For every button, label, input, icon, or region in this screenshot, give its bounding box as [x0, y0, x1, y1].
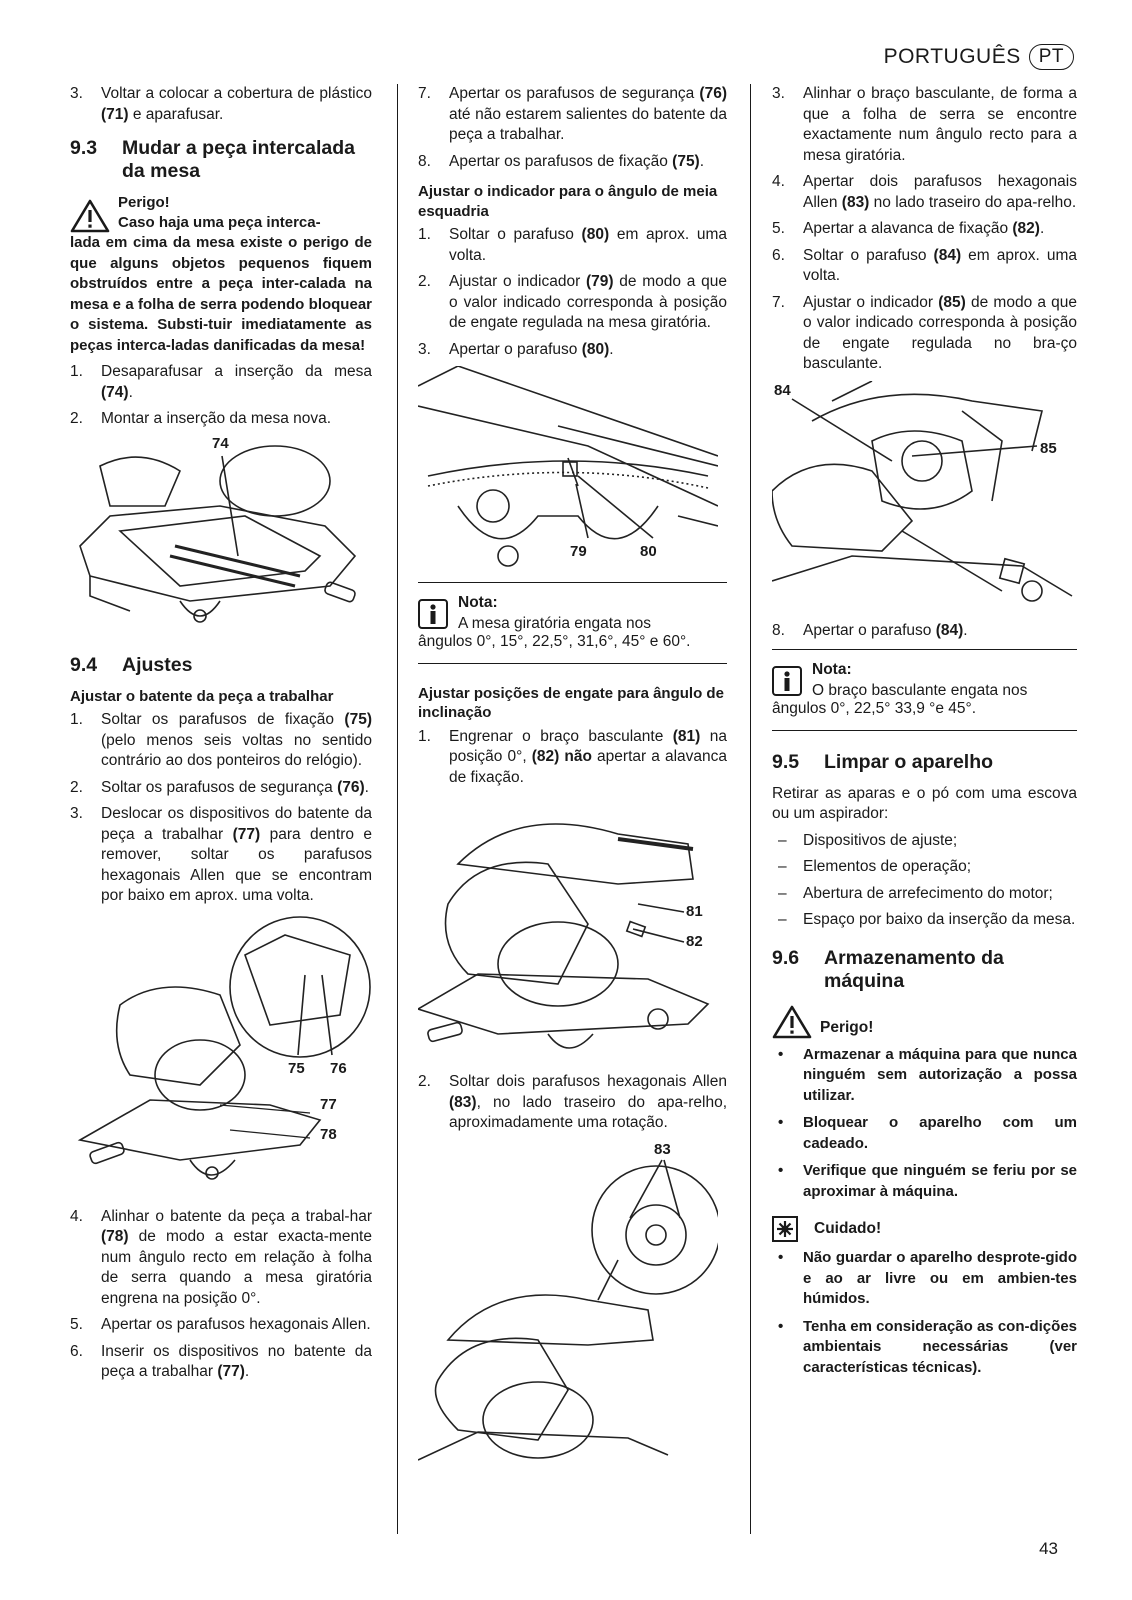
- storage-danger-list: [772, 1045, 1077, 1203]
- info-icon: [418, 599, 448, 629]
- bevel-indicator-illustration: [772, 381, 1077, 611]
- note-text: ângulos 0°, 15°, 22,5°, 31,6°, 45° e 60°.: [418, 633, 691, 650]
- col2-steps-d: [418, 1072, 727, 1134]
- miter-indicator-illustration: [418, 366, 718, 572]
- callout-81: 81: [686, 903, 703, 920]
- callout-83: 83: [654, 1140, 671, 1158]
- list-item: • Armazenar a máquina para que nunca ninguém sem autorização a possa utilizar.: [778, 1045, 1077, 1104]
- note-bevel-arm: [772, 649, 1077, 731]
- danger-title-storage: Perigo!: [772, 1005, 1077, 1039]
- list-item: • Tenha em consideração as con-dições ambientais necessárias (ver características técnicas).: [778, 1317, 1077, 1376]
- list-item: 2. Soltar dois parafusos hexagonais Allen (83), no lado traseiro do apa-relho, aproximadamente uma rotação.: [418, 1073, 727, 1131]
- note-text: ângulos 0°, 22,5° 33,9 °e 45°.: [772, 700, 977, 717]
- column-3: [772, 84, 1077, 1385]
- figure-bevel-positions: [418, 794, 727, 1062]
- callout-80: 80: [640, 543, 657, 560]
- miter-saw-rear-screws-illustration: [418, 1140, 718, 1470]
- column-1: [70, 84, 372, 1389]
- list-item: 2. Ajustar o indicador (79) de modo a que o valor indicado corresponda à posição de engate regulada na mesa giratória.: [418, 273, 727, 331]
- callout-74: 74: [212, 434, 229, 452]
- col2-steps-b: [418, 225, 727, 360]
- list-item: 3. Voltar a colocar a cobertura de plástico (71) e aparafusar.: [70, 85, 372, 123]
- figure-allen-screws: [418, 1140, 727, 1470]
- danger-warning: [70, 193, 372, 356]
- section-9-5-intro: Retirar as aparas e o pó com uma escova ou um aspirador:: [772, 784, 1077, 822]
- list-item: 1. Engrenar o braço basculante (81) na posição 0°, (82) não apertar a alavanca de fixação.: [418, 727, 727, 786]
- column-divider-2: [750, 84, 751, 1534]
- figure-workpiece-stop: [70, 915, 372, 1197]
- list-item: 1. Desaparafusar a inserção da mesa (74).: [70, 363, 372, 401]
- list-item: • Não guardar o aparelho desprote-gido e ao ar livre ou em ambien-tes húmidos.: [778, 1249, 1077, 1307]
- list-item: 3. Apertar o parafuso (80).: [418, 340, 614, 358]
- callout-82: 82: [686, 933, 703, 950]
- subheading-batente: Ajustar o batente da peça a trabalhar: [70, 687, 334, 705]
- section-9-3-steps: [70, 362, 372, 430]
- section-heading-9-4: 9.4 Ajustes: [70, 653, 193, 676]
- list-item: 5. Apertar os parafusos hexagonais Allen.: [70, 1316, 371, 1333]
- list-item: 7. Ajustar o indicador (85) de modo a que o valor indicado corresponda à posição de engate regulada no bra-ço basculante.: [772, 293, 1077, 372]
- language-label: PORTUGUÊS: [883, 44, 1021, 68]
- callout-75: 75: [288, 1059, 305, 1077]
- cleaning-list: [772, 831, 1077, 931]
- callout-78: 78: [320, 1125, 337, 1143]
- list-item: 8. Apertar o parafuso (84).: [772, 621, 968, 639]
- callout-79: 79: [570, 543, 587, 560]
- section-heading-9-5: 9.5 Limpar o aparelho: [772, 750, 994, 773]
- subheading-indicador: Ajustar o indicador para o ângulo de meia esquadria: [418, 183, 718, 220]
- list-item: 2. Montar a inserção da mesa nova.: [70, 410, 332, 427]
- caution-list: [772, 1248, 1077, 1378]
- caution-icon: [772, 1216, 798, 1242]
- miter-saw-bevel-illustration: [418, 794, 718, 1062]
- list-item: – Dispositivos de ajuste;: [778, 831, 958, 849]
- list-item: 6. Soltar o parafuso (84) em aprox. uma volta.: [772, 246, 1077, 284]
- section-9-4-steps: [70, 710, 372, 907]
- warning-triangle-icon: [70, 199, 110, 233]
- figure-table-insert: [70, 436, 372, 636]
- col2-steps-a: [418, 84, 727, 172]
- intro-steps: [70, 84, 372, 125]
- col3-steps-b: [772, 621, 1077, 642]
- list-item: 2. Soltar os parafusos de segurança (76).: [70, 778, 369, 796]
- section-heading-9-3: 9.3 Mudar a peça intercalada da mesa: [70, 137, 356, 182]
- language-header: [884, 44, 1074, 70]
- section-9-4-steps-b: [70, 1207, 372, 1383]
- list-item: • Verifique que ninguém se feriu por se aproximar à máquina.: [778, 1162, 1077, 1200]
- callout-77: 77: [320, 1095, 337, 1113]
- language-code-badge: PT: [1029, 44, 1074, 70]
- figure-miter-indicator: [418, 366, 727, 572]
- warning-triangle-icon: [772, 1005, 812, 1039]
- callout-84: 84: [774, 381, 791, 399]
- list-item: 3. Deslocar os dispositivos do batente da peça a trabalhar (77) para dentro e remover, soltar os parafusos hexagonais Allen que se encontram por baixo em aprox. uma volta.: [70, 805, 373, 904]
- note-lead: A mesa giratória engata nos: [458, 614, 652, 632]
- page-number: 43: [1039, 1538, 1058, 1558]
- column-divider-1: [397, 84, 398, 1534]
- subheading-engate: Ajustar posições de engate para ângulo de inclinação: [418, 684, 724, 721]
- list-item: 7. Apertar os parafusos de segurança (76) até não estarem salientes do batente da peça a trabalhar.: [418, 85, 727, 143]
- list-item: – Abertura de arrefecimento do motor;: [778, 884, 1053, 902]
- callout-85: 85: [1040, 439, 1057, 457]
- list-item: 5. Apertar a alavanca de fixação (82).: [772, 220, 1045, 237]
- note-title: Nota:: [812, 661, 852, 678]
- section-heading-9-6: 9.6 Armazenamento da máquina: [772, 946, 1004, 992]
- miter-saw-workpiece-stop-illustration: [70, 915, 372, 1197]
- note-turntable: [418, 582, 727, 664]
- list-item: 4. Alinhar o batente da peça a trabal-har (78) de modo a estar exacta-mente num ângulo recto em relação à folha de serra quando a mesa giratória engrena na posição 0°.: [70, 1207, 372, 1307]
- col2-steps-c: [418, 727, 727, 789]
- figure-bevel-indicator: [772, 381, 1077, 611]
- note-lead: O braço basculante engata nos: [812, 681, 1028, 699]
- danger-body: lada em cima da mesa existe o perigo de que alguns objetos pequenos fiquem obstruídos entre a peça inter-calada na mesa e a folha de serra podendo bloquear o sistema. Substi-tuir imediatamente as peças interca-ladas danificadas da mesa!: [70, 234, 372, 354]
- list-item: 1. Soltar o parafuso (80) em aprox. uma volta.: [418, 226, 727, 264]
- list-item: 1. Soltar os parafusos de fixação (75) (pelo menos seis voltas no sentido contrário ao dos ponteiros do relógio).: [70, 711, 372, 769]
- caution-title: Cuidado!: [772, 1216, 1077, 1242]
- col3-steps-a: [772, 84, 1077, 375]
- list-item: • Bloquear o aparelho com um cadeado.: [778, 1114, 1077, 1152]
- info-icon: [772, 666, 802, 696]
- note-title: Nota:: [458, 594, 498, 611]
- column-2: [418, 84, 727, 1480]
- list-item: – Elementos de operação;: [778, 858, 972, 875]
- list-item: 3. Alinhar o braço basculante, de forma a que a folha de serra se encontre exactamente num ângulo recto para a mesa giratória.: [772, 85, 1077, 164]
- callout-76: 76: [330, 1059, 347, 1077]
- list-item: 6. Inserir os dispositivos no batente da peça a trabalhar (77).: [70, 1342, 372, 1380]
- list-item: 8. Apertar os parafusos de fixação (75).: [418, 152, 705, 170]
- danger-title: Perigo!: [118, 194, 170, 211]
- miter-saw-table-insert-illustration: [70, 436, 372, 636]
- list-item: 4. Apertar dois parafusos hexagonais Allen (83) no lado traseiro do apa-relho.: [772, 173, 1077, 211]
- list-item: – Espaço por baixo da inserção da mesa.: [778, 911, 1076, 928]
- danger-lead: Caso haja uma peça interca-: [118, 214, 321, 231]
